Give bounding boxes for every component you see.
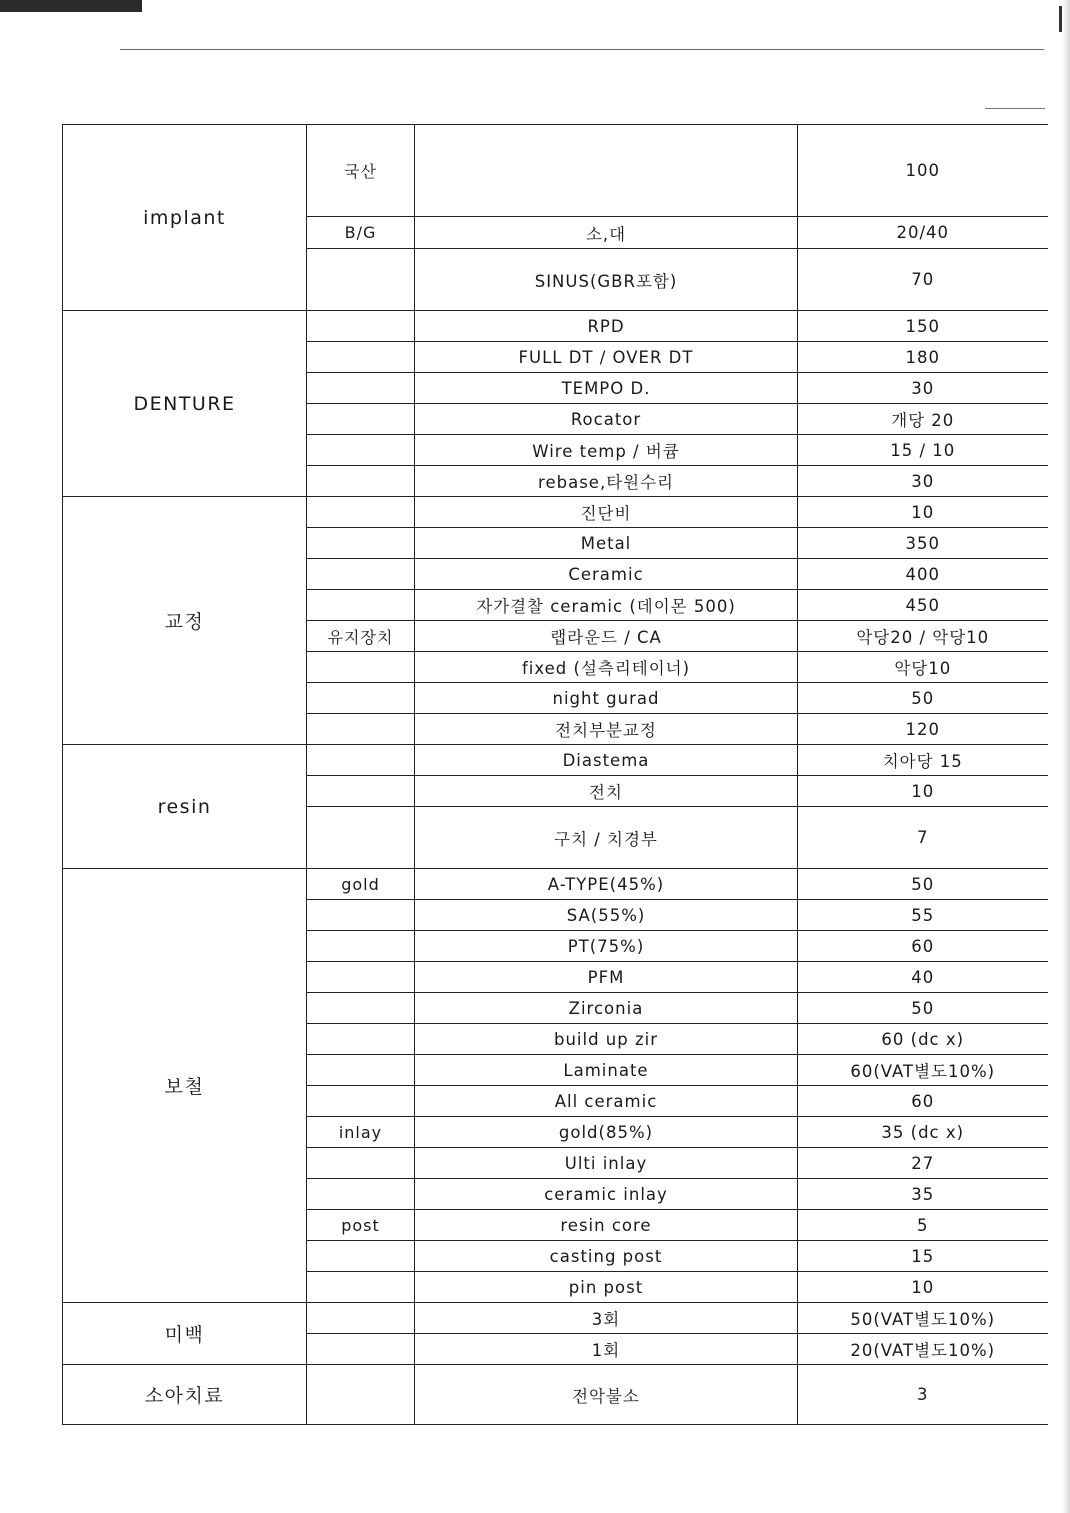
- subcategory-cell: [307, 683, 415, 714]
- price-cell: 450: [798, 590, 1048, 621]
- subcategory-cell: [307, 776, 415, 807]
- item-cell: 전치: [415, 776, 798, 807]
- price-cell: 350: [798, 528, 1048, 559]
- subcategory-cell: [307, 807, 415, 869]
- item-cell: Metal: [415, 528, 798, 559]
- price-cell: 3: [798, 1365, 1048, 1425]
- subcategory-cell: [307, 1179, 415, 1210]
- subcategory-cell: [307, 1272, 415, 1303]
- price-cell: 악당20 / 악당10: [798, 621, 1048, 652]
- subcategory-cell: [307, 1365, 415, 1425]
- item-cell: A-TYPE(45%): [415, 869, 798, 900]
- subcategory-cell: [307, 1334, 415, 1365]
- price-cell: 15: [798, 1241, 1048, 1272]
- item-cell: PT(75%): [415, 931, 798, 962]
- price-cell: 150: [798, 311, 1048, 342]
- price-row: [63, 869, 1048, 900]
- item-cell: SINUS(GBR포함): [415, 249, 798, 311]
- price-row: [63, 1365, 1048, 1425]
- item-cell: Zirconia: [415, 993, 798, 1024]
- price-cell: 30: [798, 466, 1048, 497]
- category-cell: implant: [63, 125, 307, 311]
- subcategory-cell: [307, 249, 415, 311]
- subcategory-cell: [307, 342, 415, 373]
- scan-edge-mark: [1059, 6, 1062, 32]
- price-cell: 70: [798, 249, 1048, 311]
- subcategory-cell: [307, 714, 415, 745]
- item-cell: TEMPO D.: [415, 373, 798, 404]
- item-cell: Rocator: [415, 404, 798, 435]
- subcategory-cell: 국산: [307, 125, 415, 217]
- price-cell: 10: [798, 1272, 1048, 1303]
- subcategory-cell: [307, 590, 415, 621]
- subcategory-cell: [307, 528, 415, 559]
- item-cell: pin post: [415, 1272, 798, 1303]
- price-cell: 10: [798, 776, 1048, 807]
- item-cell: SA(55%): [415, 900, 798, 931]
- item-cell: PFM: [415, 962, 798, 993]
- item-cell: 진단비: [415, 497, 798, 528]
- item-cell: 자가결찰 ceramic (데이몬 500): [415, 590, 798, 621]
- subcategory-cell: [307, 931, 415, 962]
- price-cell: 10: [798, 497, 1048, 528]
- price-cell: 7: [798, 807, 1048, 869]
- subcategory-cell: [307, 1241, 415, 1272]
- item-cell: build up zir: [415, 1024, 798, 1055]
- item-cell: Ceramic: [415, 559, 798, 590]
- item-cell: ceramic inlay: [415, 1179, 798, 1210]
- item-cell: gold(85%): [415, 1117, 798, 1148]
- subcategory-cell: [307, 900, 415, 931]
- subcategory-cell: [307, 466, 415, 497]
- subcategory-cell: [307, 311, 415, 342]
- header-rule: [120, 49, 1044, 50]
- price-cell: 30: [798, 373, 1048, 404]
- subcategory-cell: [307, 1024, 415, 1055]
- price-cell: 50(VAT별도10%): [798, 1303, 1048, 1334]
- price-cell: 60(VAT별도10%): [798, 1055, 1048, 1086]
- price-row: [63, 497, 1048, 528]
- item-cell: Laminate: [415, 1055, 798, 1086]
- price-cell: 개당 20: [798, 404, 1048, 435]
- item-cell: 랩라운드 / CA: [415, 621, 798, 652]
- subcategory-cell: [307, 1148, 415, 1179]
- header-rule-short: [985, 108, 1045, 109]
- item-cell: Diastema: [415, 745, 798, 776]
- subcategory-cell: [307, 993, 415, 1024]
- price-row: [63, 745, 1048, 776]
- item-cell: night gurad: [415, 683, 798, 714]
- item-cell: 전악불소: [415, 1365, 798, 1425]
- price-cell: 180: [798, 342, 1048, 373]
- price-cell: 20(VAT별도10%): [798, 1334, 1048, 1365]
- item-cell: 1회: [415, 1334, 798, 1365]
- subcategory-cell: [307, 1055, 415, 1086]
- price-cell: 35 (dc x): [798, 1117, 1048, 1148]
- price-cell: 악당10: [798, 652, 1048, 683]
- item-cell: fixed (설측리테이너): [415, 652, 798, 683]
- price-cell: 치아당 15: [798, 745, 1048, 776]
- subcategory-cell: post: [307, 1210, 415, 1241]
- subcategory-cell: [307, 745, 415, 776]
- subcategory-cell: [307, 1086, 415, 1117]
- price-row: [63, 125, 1048, 217]
- item-cell: Wire temp / 버큠: [415, 435, 798, 466]
- price-cell: 50: [798, 869, 1048, 900]
- price-cell: 35: [798, 1179, 1048, 1210]
- subcategory-cell: [307, 435, 415, 466]
- price-cell: 40: [798, 962, 1048, 993]
- subcategory-cell: [307, 559, 415, 590]
- item-cell: FULL DT / OVER DT: [415, 342, 798, 373]
- item-cell: All ceramic: [415, 1086, 798, 1117]
- item-cell: 3회: [415, 1303, 798, 1334]
- price-cell: 400: [798, 559, 1048, 590]
- category-cell: 교정: [63, 497, 307, 745]
- subcategory-cell: [307, 652, 415, 683]
- subcategory-cell: [307, 962, 415, 993]
- price-cell: 60 (dc x): [798, 1024, 1048, 1055]
- category-cell: 소아치료: [63, 1365, 307, 1425]
- subcategory-cell: [307, 497, 415, 528]
- scan-edge-shadow: [1062, 0, 1070, 1513]
- price-table: [62, 124, 1048, 1425]
- scan-corner-shadow: [0, 0, 142, 12]
- category-cell: 보철: [63, 869, 307, 1303]
- price-cell: 50: [798, 993, 1048, 1024]
- subcategory-cell: inlay: [307, 1117, 415, 1148]
- item-cell: casting post: [415, 1241, 798, 1272]
- price-cell: 100: [798, 125, 1048, 217]
- item-cell: Ulti inlay: [415, 1148, 798, 1179]
- price-cell: 60: [798, 1086, 1048, 1117]
- subcategory-cell: [307, 373, 415, 404]
- subcategory-cell: 유지장치: [307, 621, 415, 652]
- price-cell: 60: [798, 931, 1048, 962]
- price-table-body: [63, 125, 1048, 1425]
- category-cell: resin: [63, 745, 307, 869]
- price-row: [63, 1303, 1048, 1334]
- price-cell: 55: [798, 900, 1048, 931]
- price-cell: 15 / 10: [798, 435, 1048, 466]
- item-cell: resin core: [415, 1210, 798, 1241]
- price-cell: 27: [798, 1148, 1048, 1179]
- item-cell: RPD: [415, 311, 798, 342]
- item-cell: 소,대: [415, 217, 798, 249]
- item-cell: rebase,타원수리: [415, 466, 798, 497]
- item-cell: 구치 / 치경부: [415, 807, 798, 869]
- item-cell: 전치부분교정: [415, 714, 798, 745]
- price-cell: 5: [798, 1210, 1048, 1241]
- price-cell: 20/40: [798, 217, 1048, 249]
- subcategory-cell: B/G: [307, 217, 415, 249]
- price-cell: 120: [798, 714, 1048, 745]
- price-row: [63, 311, 1048, 342]
- category-cell: 미백: [63, 1303, 307, 1365]
- subcategory-cell: gold: [307, 869, 415, 900]
- subcategory-cell: [307, 404, 415, 435]
- subcategory-cell: [307, 1303, 415, 1334]
- price-cell: 50: [798, 683, 1048, 714]
- category-cell: DENTURE: [63, 311, 307, 497]
- item-cell: [415, 125, 798, 217]
